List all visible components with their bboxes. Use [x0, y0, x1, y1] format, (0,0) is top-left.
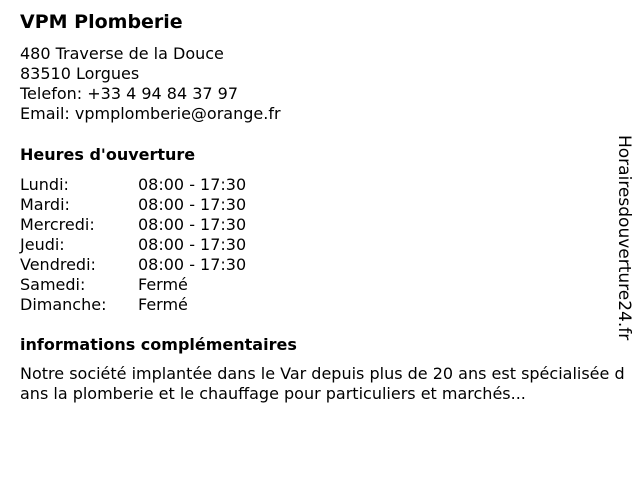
hours-row-saturday [20, 275, 246, 295]
business-name: VPM Plomberie [20, 11, 183, 33]
hours-row-tuesday [20, 195, 246, 215]
hours-row-friday [20, 255, 246, 275]
hours-day: Mardi: [20, 195, 70, 214]
hours-time: 08:00 - 17:30 [138, 235, 247, 254]
address-street: 480 Traverse de la Douce [20, 44, 224, 63]
hours-day: Vendredi: [20, 255, 96, 274]
hours-time: Fermé [138, 275, 188, 294]
hours-day: Mercredi: [20, 215, 95, 234]
hours-time: 08:00 - 17:30 [138, 215, 247, 234]
email-address: Email: vpmplomberie@orange.fr [20, 104, 281, 123]
hours-time: 08:00 - 17:30 [138, 175, 247, 194]
hours-row-thursday [20, 235, 246, 255]
hours-heading: Heures d'ouverture [20, 145, 196, 164]
hours-row-sunday [20, 295, 246, 315]
address-block [20, 44, 281, 124]
hours-table [20, 175, 246, 315]
hours-row-wednesday [20, 215, 246, 235]
hours-day: Lundi: [20, 175, 69, 194]
hours-row-monday [20, 175, 246, 195]
address-city: 83510 Lorgues [20, 64, 140, 83]
hours-time: Fermé [138, 295, 188, 314]
hours-day: Jeudi: [20, 235, 65, 254]
hours-time: 08:00 - 17:30 [138, 255, 247, 274]
info-description: Notre société implantée dans le Var depuis plus de 20 ans est spécialisée dans la plomberie et le chauffage pour particuliers et marchés... [20, 364, 625, 403]
hours-time: 08:00 - 17:30 [138, 195, 247, 214]
info-heading: informations complémentaires [20, 335, 297, 354]
site-watermark: Horairesdouverture24.fr [614, 135, 634, 341]
hours-day: Samedi: [20, 275, 86, 294]
phone-number: Telefon: +33 4 94 84 37 97 [20, 84, 239, 103]
hours-day: Dimanche: [20, 295, 107, 314]
